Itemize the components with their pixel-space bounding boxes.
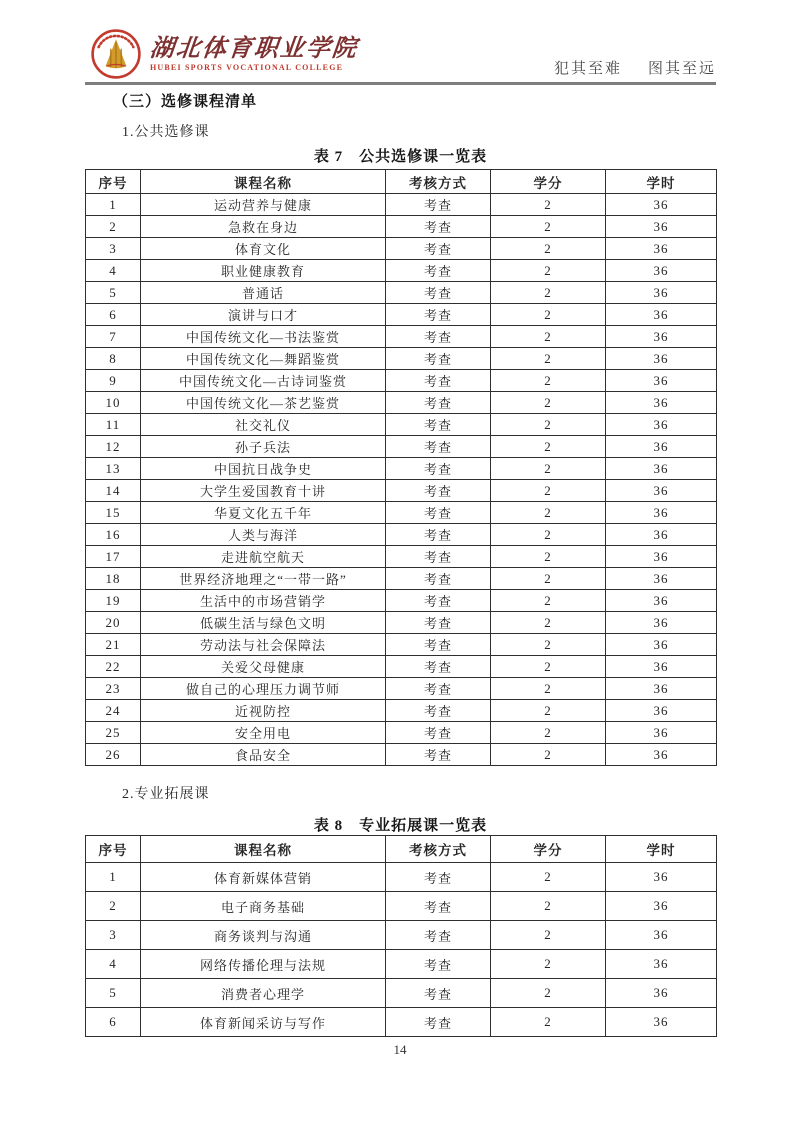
table-cell: 36	[606, 744, 717, 766]
table-cell: 36	[606, 700, 717, 722]
table-cell: 考查	[386, 282, 491, 304]
table-cell: 低碳生活与绿色文明	[141, 612, 386, 634]
table-cell: 体育新媒体营销	[141, 863, 386, 892]
column-header: 课程名称	[141, 836, 386, 863]
column-header: 学分	[491, 836, 606, 863]
table-cell: 10	[86, 392, 141, 414]
table-cell: 做自己的心理压力调节师	[141, 678, 386, 700]
table-row	[86, 524, 717, 546]
table-cell: 36	[606, 458, 717, 480]
college-motto	[554, 57, 716, 78]
page-header	[85, 26, 716, 84]
table-cell: 考查	[386, 392, 491, 414]
table-cell: 中国传统文化—书法鉴赏	[141, 326, 386, 348]
table-cell: 2	[491, 326, 606, 348]
table-cell: 36	[606, 678, 717, 700]
table-row	[86, 979, 717, 1008]
page-number: 14	[393, 1042, 407, 1057]
table-cell: 2	[491, 370, 606, 392]
table-cell: 2	[491, 260, 606, 282]
table-row	[86, 502, 717, 524]
subsection-public-electives: 1.公共选修课	[122, 125, 210, 140]
table-cell: 4	[86, 260, 141, 282]
table-cell: 11	[86, 414, 141, 436]
table-cell: 考查	[386, 524, 491, 546]
table-row	[86, 480, 717, 502]
table-cell: 考查	[386, 1008, 491, 1037]
table-cell: 36	[606, 892, 717, 921]
table-cell: 考查	[386, 260, 491, 282]
table-cell: 26	[86, 744, 141, 766]
table-cell: 4	[86, 950, 141, 979]
table-cell: 16	[86, 524, 141, 546]
table-cell: 走进航空航天	[141, 546, 386, 568]
table-cell: 23	[86, 678, 141, 700]
column-header: 序号	[86, 836, 141, 863]
column-header: 考核方式	[386, 170, 491, 194]
table-cell: 2	[491, 458, 606, 480]
table-cell: 2	[491, 656, 606, 678]
table-cell: 考查	[386, 216, 491, 238]
table-cell: 2	[491, 480, 606, 502]
table-cell: 2	[491, 1008, 606, 1037]
college-name-chinese: 湖北体育职业学院	[148, 35, 360, 62]
table-cell: 考查	[386, 370, 491, 392]
table-cell: 36	[606, 282, 717, 304]
table-cell: 2	[491, 590, 606, 612]
table-header-row	[86, 836, 717, 863]
table-row	[86, 282, 717, 304]
table-row	[86, 1008, 717, 1037]
table-row	[86, 194, 717, 216]
table-cell: 2	[491, 700, 606, 722]
table-cell: 商务谈判与沟通	[141, 921, 386, 950]
column-header: 考核方式	[386, 836, 491, 863]
section-heading: （三）选修课程清单	[113, 94, 258, 110]
table-cell: 2	[491, 392, 606, 414]
table-row	[86, 436, 717, 458]
table-cell: 14	[86, 480, 141, 502]
table-cell: 36	[606, 436, 717, 458]
table-cell: 考查	[386, 348, 491, 370]
table-cell: 17	[86, 546, 141, 568]
table-cell: 社交礼仪	[141, 414, 386, 436]
table-cell: 生活中的市场营销学	[141, 590, 386, 612]
public-electives-table	[85, 169, 717, 766]
table-row	[86, 678, 717, 700]
table-cell: 2	[491, 678, 606, 700]
column-header: 课程名称	[141, 170, 386, 194]
table-cell: 36	[606, 590, 717, 612]
table-cell: 电子商务基础	[141, 892, 386, 921]
table-cell: 中国传统文化—古诗词鉴赏	[141, 370, 386, 392]
table-row	[86, 304, 717, 326]
table-cell: 36	[606, 722, 717, 744]
table-cell: 21	[86, 634, 141, 656]
table-cell: 2	[491, 921, 606, 950]
table-cell: 考查	[386, 326, 491, 348]
table-cell: 36	[606, 304, 717, 326]
table-cell: 2	[491, 546, 606, 568]
table-row	[86, 392, 717, 414]
table-row	[86, 458, 717, 480]
table-cell: 考查	[386, 458, 491, 480]
professional-expansion-table	[85, 835, 717, 1037]
table-cell: 2	[491, 979, 606, 1008]
table-cell: 36	[606, 1008, 717, 1037]
table-cell: 2	[491, 238, 606, 260]
table-cell: 22	[86, 656, 141, 678]
column-header: 学分	[491, 170, 606, 194]
table-row	[86, 921, 717, 950]
table-cell: 2	[491, 216, 606, 238]
table-cell: 20	[86, 612, 141, 634]
table-row	[86, 892, 717, 921]
table-cell: 36	[606, 863, 717, 892]
table-cell: 中国传统文化—舞蹈鉴赏	[141, 348, 386, 370]
table-cell: 2	[491, 194, 606, 216]
table-cell: 18	[86, 568, 141, 590]
table-cell: 36	[606, 392, 717, 414]
table-cell: 华夏文化五千年	[141, 502, 386, 524]
college-name-block	[150, 36, 358, 72]
table-cell: 大学生爱国教育十讲	[141, 480, 386, 502]
table-cell: 36	[606, 524, 717, 546]
table-cell: 2	[491, 634, 606, 656]
table-cell: 急救在身边	[141, 216, 386, 238]
table-cell: 2	[86, 216, 141, 238]
table-cell: 36	[606, 950, 717, 979]
table-cell: 36	[606, 546, 717, 568]
header-divider	[85, 82, 716, 85]
table-cell: 消费者心理学	[141, 979, 386, 1008]
table-cell: 2	[491, 568, 606, 590]
table-cell: 考查	[386, 863, 491, 892]
table-row	[86, 326, 717, 348]
table-cell: 36	[606, 656, 717, 678]
table-cell: 考查	[386, 722, 491, 744]
table-cell: 36	[606, 260, 717, 282]
table-cell: 2	[491, 304, 606, 326]
table-row	[86, 700, 717, 722]
table-cell: 考查	[386, 612, 491, 634]
table-cell: 36	[606, 238, 717, 260]
table-cell: 2	[491, 722, 606, 744]
table-cell: 36	[606, 634, 717, 656]
table-cell: 2	[491, 892, 606, 921]
table-cell: 2	[491, 612, 606, 634]
table-cell: 3	[86, 921, 141, 950]
table-cell: 体育文化	[141, 238, 386, 260]
table-cell: 36	[606, 480, 717, 502]
column-header: 学时	[606, 836, 717, 863]
table-cell: 2	[491, 502, 606, 524]
table-cell: 2	[491, 863, 606, 892]
table-cell: 12	[86, 436, 141, 458]
motto-part-1: 犯其至难	[553, 61, 622, 77]
table-cell: 1	[86, 194, 141, 216]
table-cell: 36	[606, 568, 717, 590]
table-cell: 考查	[386, 921, 491, 950]
table-cell: 36	[606, 921, 717, 950]
table-cell: 19	[86, 590, 141, 612]
table-cell: 9	[86, 370, 141, 392]
table-cell: 36	[606, 370, 717, 392]
table-cell: 考查	[386, 194, 491, 216]
table-cell: 考查	[386, 502, 491, 524]
table-header-row	[86, 170, 717, 194]
table-cell: 考查	[386, 678, 491, 700]
table-cell: 关爱父母健康	[141, 656, 386, 678]
table-cell: 考查	[386, 568, 491, 590]
table-cell: 2	[491, 950, 606, 979]
motto-part-2: 图其至远	[647, 61, 716, 77]
column-header: 序号	[86, 170, 141, 194]
table-row	[86, 546, 717, 568]
table-cell: 运动营养与健康	[141, 194, 386, 216]
table-cell: 食品安全	[141, 744, 386, 766]
table-row	[86, 370, 717, 392]
table-row	[86, 634, 717, 656]
table-row	[86, 568, 717, 590]
table-cell: 36	[606, 502, 717, 524]
table-cell: 7	[86, 326, 141, 348]
table-row	[86, 656, 717, 678]
table-cell: 1	[86, 863, 141, 892]
table7-title: 表 7 公共选修课一览表	[313, 149, 488, 165]
table-cell: 中国传统文化—茶艺鉴赏	[141, 392, 386, 414]
table-cell: 孙子兵法	[141, 436, 386, 458]
table-row	[86, 722, 717, 744]
table-cell: 考查	[386, 480, 491, 502]
table-cell: 2	[491, 744, 606, 766]
table-cell: 3	[86, 238, 141, 260]
table-cell: 考查	[386, 436, 491, 458]
table-cell: 考查	[386, 892, 491, 921]
table-cell: 考查	[386, 590, 491, 612]
table-cell: 考查	[386, 656, 491, 678]
table-cell: 考查	[386, 238, 491, 260]
table-row	[86, 863, 717, 892]
table-cell: 普通话	[141, 282, 386, 304]
table-cell: 8	[86, 348, 141, 370]
table-cell: 劳动法与社会保障法	[141, 634, 386, 656]
table-cell: 演讲与口才	[141, 304, 386, 326]
table-row	[86, 744, 717, 766]
table-row	[86, 260, 717, 282]
table-row	[86, 238, 717, 260]
column-header: 学时	[606, 170, 717, 194]
table-cell: 考查	[386, 414, 491, 436]
table-cell: 考查	[386, 304, 491, 326]
table-cell: 5	[86, 979, 141, 1008]
table8-title: 表 8 专业拓展课一览表	[313, 818, 488, 834]
table-cell: 2	[491, 436, 606, 458]
table-cell: 职业健康教育	[141, 260, 386, 282]
table-cell: 考查	[386, 700, 491, 722]
table-cell: 考查	[386, 546, 491, 568]
table-cell: 13	[86, 458, 141, 480]
table-cell: 近视防控	[141, 700, 386, 722]
table-cell: 36	[606, 216, 717, 238]
table-cell: 中国抗日战争史	[141, 458, 386, 480]
table-row	[86, 590, 717, 612]
table-cell: 安全用电	[141, 722, 386, 744]
table-cell: 2	[491, 282, 606, 304]
table-row	[86, 348, 717, 370]
table-cell: 36	[606, 612, 717, 634]
table-row	[86, 414, 717, 436]
college-seal-icon	[90, 28, 142, 80]
table-cell: 网络传播伦理与法规	[141, 950, 386, 979]
table-cell: 体育新闻采访与写作	[141, 1008, 386, 1037]
table-cell: 36	[606, 979, 717, 1008]
table-cell: 考查	[386, 634, 491, 656]
table-cell: 考查	[386, 744, 491, 766]
table-cell: 2	[491, 348, 606, 370]
table-cell: 2	[86, 892, 141, 921]
table-cell: 6	[86, 1008, 141, 1037]
table-row	[86, 950, 717, 979]
table-cell: 6	[86, 304, 141, 326]
table-cell: 36	[606, 194, 717, 216]
table-cell: 2	[491, 414, 606, 436]
table-cell: 36	[606, 414, 717, 436]
college-logo	[90, 28, 358, 80]
table-cell: 5	[86, 282, 141, 304]
table-cell: 2	[491, 524, 606, 546]
table-row	[86, 216, 717, 238]
table-cell: 世界经济地理之“一带一路”	[141, 568, 386, 590]
table-cell: 25	[86, 722, 141, 744]
table-cell: 36	[606, 348, 717, 370]
table-cell: 24	[86, 700, 141, 722]
table-cell: 考查	[386, 950, 491, 979]
table-cell: 36	[606, 326, 717, 348]
subsection-professional-expansion: 2.专业拓展课	[122, 787, 210, 802]
table-cell: 15	[86, 502, 141, 524]
table-row	[86, 612, 717, 634]
college-name-english: HUBEI SPORTS VOCATIONAL COLLEGE	[150, 63, 344, 73]
table-cell: 考查	[386, 979, 491, 1008]
table-cell: 人类与海洋	[141, 524, 386, 546]
